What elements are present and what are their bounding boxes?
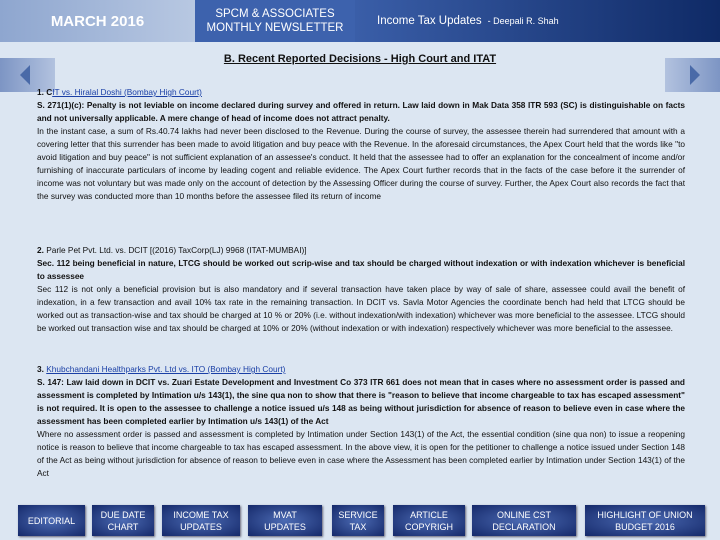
section-name: Income Tax Updates bbox=[377, 15, 482, 27]
case-body: Where no assessment order is passed and assessment is completed by Intimation under Section 143(1) of the Act, the essential condition (sine qua non) to issue a reopening notice is reason to believe that income chargeable to tax has escaped assessment. In the above view, it is open for the petitioner to challenge a notice issued under Section 148 of the Act as being without jurisdiction for absence of reason to believe even in case where the Assessment has been completed earlier by Intimation under Section 143(1) of the Act bbox=[37, 429, 685, 478]
case-number: 1. C bbox=[37, 87, 53, 97]
page-title: B. Recent Reported Decisions - High Court and ITAT bbox=[223, 53, 497, 65]
newsletter-label: MONTHLY NEWSLETTER bbox=[206, 22, 344, 34]
case-3 bbox=[37, 363, 685, 480]
case-body: In the instant case, a sum of Rs.40.74 lakhs had never been disclosed to the Revenue. During the course of survey, the assessee therein had surrendered that amount with a covering letter that this surrender has been made to avoid litigation and buy peace with the Revenue. In the aforesaid circumstances, the Apex Court held that the words like "to avoid litigation and buy peace" is not sufficient explanation of an assessee's conduct. It held that the assessee had to offer an explanation for the concealment of income and/or furnishing of inaccurate particulars of income by leading cogent and reliable evidence. The Apex Court further records that in the facts of the case before it the surrender of income was not voluntary but was made only on the account of detection by the Assessing Officer during the course of survey. Further, the Apex Court also records the fact that the survey was conducted more than 10 months before the assessee filed its return of income bbox=[37, 126, 685, 201]
case-link[interactable]: Khubchandani Healthparks Pvt. Ltd vs. ITO (Bombay High Court) bbox=[46, 364, 286, 374]
case-summary: Sec. 112 being beneficial in nature, LTCG should be worked out scrip-wise and tax should be charged without indexation or with indexation whichever is beneficial to assessee bbox=[37, 258, 685, 281]
case-body: Sec 112 is not only a beneficial provision but is also mandatory and if several transaction have taken place by way of sale of share, assessee could avail the benefit of indexation, in a few transaction and avail 10% tax rate in the remaining transaction. In DCIT vs. Savla Motor Agencies the coordinate bench had held that LTCG should be worked out as transaction-wise and tax should be charged at 10 % or 20% (i.e. without indexation/with indexation) whichever was more beneficial to the assessee. LTCG should be worked out transaction wise and tax should be charged at 10% or 20% (without indexation or with indexation) respectively whichever was more beneficial to the assessee. bbox=[37, 284, 685, 333]
nav-article-copyright[interactable]: ARTICLE COPYRIGH bbox=[393, 505, 465, 536]
issue-date: MARCH 2016 bbox=[0, 0, 195, 42]
section-header bbox=[355, 0, 720, 42]
nav-editorial[interactable]: EDITORIAL bbox=[18, 505, 85, 536]
case-link[interactable]: IT vs. Hiralal Doshi (Bombay High Court) bbox=[52, 87, 202, 97]
author: - Deepali R. Shah bbox=[487, 16, 559, 26]
newsletter-title bbox=[195, 0, 355, 42]
nav-mvat-updates[interactable]: MVAT UPDATES bbox=[248, 505, 322, 536]
case-1 bbox=[37, 86, 685, 203]
arrow-left-icon bbox=[20, 65, 30, 85]
case-2 bbox=[37, 244, 685, 335]
case-summary: S. 147: Law laid down in DCIT vs. Zuari Estate Development and Investment Co 373 ITR 661 does not mean that in cases where no assessment order is passed and assessment is completed by Intimation u/s 143(1), the sine qua non to show that there is "reason to believe that income chargeable to tax has escaped assessment" is not required. It is open to the assessee to challenge a notice issued u/s 148 as being without jurisdiction for absence of reason to believe even in case where the assessment has been completed earlier by Intimation u/s 143(1) of the Act bbox=[37, 377, 685, 426]
case-citation: Parle Pet Pvt. Ltd. vs. DCIT [(2016) TaxCorp(LJ) 9968 (ITAT-MUMBAI)] bbox=[46, 245, 307, 255]
nav-online-cst-declaration[interactable]: ONLINE CST DECLARATION bbox=[472, 505, 576, 536]
nav-service-tax[interactable]: SERVICE TAX bbox=[332, 505, 384, 536]
firm-name: SPCM & ASSOCIATES bbox=[215, 8, 335, 20]
nav-due-date-chart[interactable]: DUE DATE CHART bbox=[92, 505, 154, 536]
case-number: 2. bbox=[37, 245, 47, 255]
case-number: 3. bbox=[37, 364, 47, 374]
case-summary: S. 271(1)(c): Penalty is not leviable on income declared during survey and offered in return. Law laid down in Mak Data 358 ITR 593 (SC) is distinguishable on facts and not universally applicable. A mere change of head of income does not attract penalty. bbox=[37, 100, 685, 123]
nav-income-tax-updates[interactable]: INCOME TAX UPDATES bbox=[162, 505, 240, 536]
nav-union-budget-highlights[interactable]: HIGHLIGHT OF UNION BUDGET 2016 bbox=[585, 505, 705, 536]
arrow-right-icon bbox=[690, 65, 700, 85]
